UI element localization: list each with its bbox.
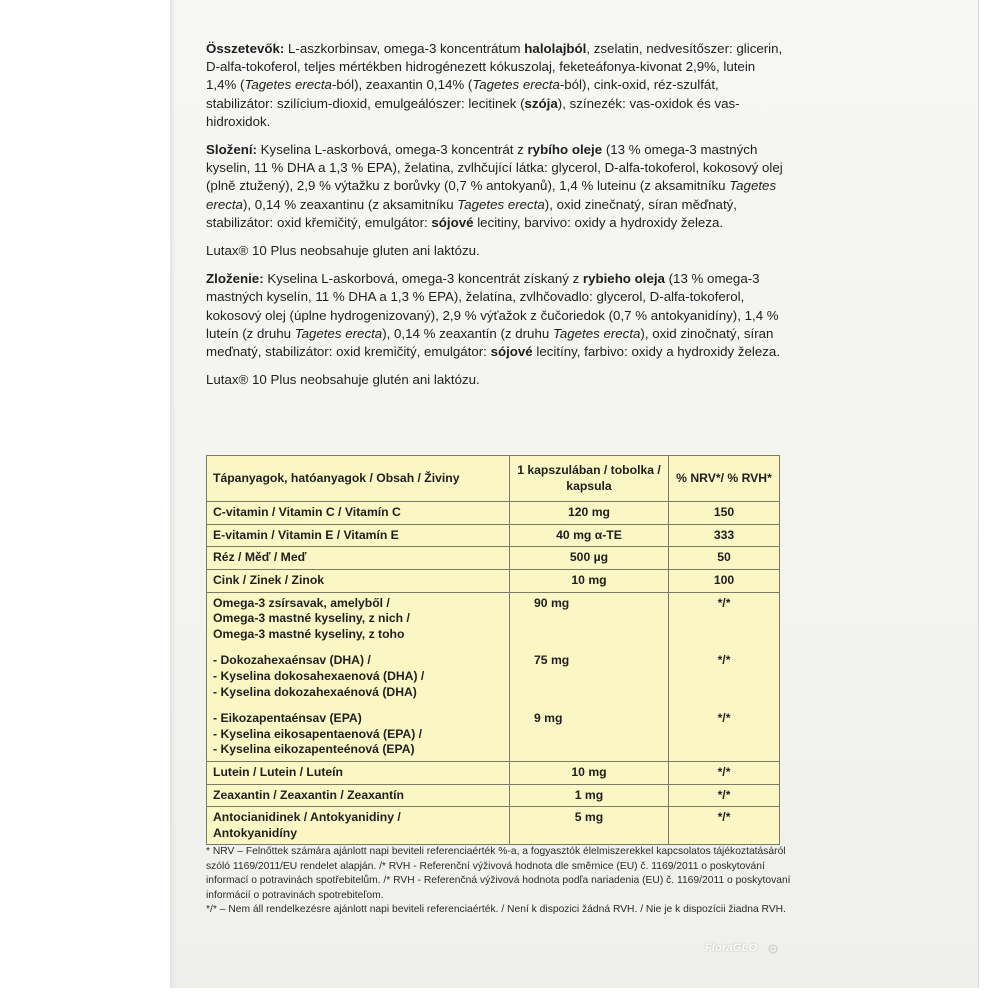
table-row-omega3 — [207, 592, 780, 761]
footnote-nrv: * NRV – Felnőttek számára ajánlott napi beviteli referenciaérték %-a, a fogyasztók élelmiszerekkel kapcsolatos tájékoztatásáról szóló 1169/2011/EU rendelet alapján. /* RVH - Referenční výživová hodnota dle směrnice (EU) č. 1169/2011 o poskytování informací o potravinách spotřebitelům. /* RVH - Referenčná výživová hodnota podľa nariadenia (EU) č. 1169/2011 o poskytovaní informácií o potravinách spotrebiteľom. — [206, 846, 791, 901]
nutrition-table — [206, 455, 780, 845]
nutrient-name: C-vitamin / Vitamin C / Vitamín C — [207, 502, 510, 525]
table-row — [207, 784, 780, 807]
flower-icon — [705, 938, 785, 964]
table-row — [207, 761, 780, 784]
table-row — [207, 524, 780, 547]
nutrient-name: Réz / Měď / Meď — [207, 547, 510, 570]
nutrient-amount: 500 µg — [510, 547, 669, 570]
ingredients-section — [206, 40, 786, 399]
gluten-note-cz: Lutax® 10 Plus neobsahuje gluten ani laktózu. — [206, 243, 480, 259]
ingredients-hu: Összetevők: L-aszkorbinsav, omega-3 koncentrátum halolajból, zselatin, nedvesítőszer: glicerin, D-alfa-tokoferol, teljes mértékben hidrogénezett kókuszolaj, feketeáfonya-kivonat 2,9%, lutein 1,4% (Tagetes erecta-ból), zeaxantin 0,14% (Tagetes erecta-ból), cink-oxid, réz-szulfát, stabilizátor: szilícium-dioxid, emulgeálószer: lecitinek (szója), színezék: vas-oxidok és vas-hidroxidok. — [206, 41, 783, 129]
nutrient-amount: 90 mg 75 mg 9 mg — [510, 592, 669, 761]
nutrient-nrv: 150 — [669, 502, 780, 525]
nutrient-nrv: */* — [669, 807, 780, 845]
table-row — [207, 502, 780, 525]
nutrient-amount: 10 mg — [510, 761, 669, 784]
floraglo-logo — [705, 938, 785, 964]
nutrient-name: Zeaxantin / Zeaxantin / Zeaxantín — [207, 784, 510, 807]
nutrient-nrv: */* — [669, 761, 780, 784]
footnote-no-reference: */* – Nem áll rendelkezésre ajánlott napi beviteli referenciaérték. / Není k dispozici žádná RVH. / Nie je k dispozícii žiadna RVH. — [206, 904, 786, 916]
nutrient-nrv: */* */* */* — [669, 592, 780, 761]
nutrient-name: Antocianidinek / Antokyanidiny / Antokyanidíny — [207, 807, 510, 845]
table-row — [207, 547, 780, 570]
nutrient-amount: 10 mg — [510, 569, 669, 592]
nutrient-nrv: 50 — [669, 547, 780, 570]
nutrient-nrv: 100 — [669, 569, 780, 592]
ingredients-sk: Zloženie: Kyselina L-askorbová, omega-3 koncentrát získaný z rybieho oleja (13 % omega-3 mastných kyselín, 11 % DHA a 1,3 % EPA), želatína, zvlhčovadlo: glycerol, D-alfa-tokoferol, kokosový olej (úplne hydrogenizovaný), 2,9 % výťažok z čučoriedok (0,7 % antokyanidíny), 1,4 % luteín (z druhu Tagetes erecta), 0,14 % zeaxantín (z druhu Tagetes erecta), oxid zinočnatý, síran meďnatý, stabilizátor: oxid kremičitý, emulgátor: sójové lecitíny, farbivo: oxidy a hydroxidy železa. — [206, 271, 781, 360]
table-row — [207, 807, 780, 845]
nutrient-name: Cink / Zinek / Zinok — [207, 569, 510, 592]
nutrient-name: Omega-3 zsírsavak, amelyből / Omega-3 mastné kyseliny, z nich / Omega-3 mastné kyseliny, z toho - Dokozahexaénsav (DHA) / - Kyselina dokosahexaenová (DHA) / - Kyselina dokozahexaénová (DHA) - Eikozapentaénsav (EPA) - Kyselina eikosapentaenová (EPA) / - Kyselina eikozapenteénová (EPA) — [207, 592, 510, 761]
footnote — [206, 845, 791, 918]
nutrient-nrv: 333 — [669, 524, 780, 547]
nutrient-amount: 120 mg — [510, 502, 669, 525]
ingredients-cz: Složení: Kyselina L-askorbová, omega-3 koncentrát z rybího oleje (13 % omega-3 mastných kyselin, 11 % DHA a 1,3 % EPA), želatina, zvlhčující látka: glycerol, D-alfa-tokoferol, kokosový olej (plně ztužený), 2,9 % výtažku z borůvky (0,7 % antokyanů), 1,4 % luteinu (z aksamitníku Tagetes erecta), 0,14 % zeaxantinu (z aksamitníku Tagetes erecta), oxid zinečnatý, síran měďnatý, stabilizátor: oxid křemičitý, emulgátor: sójové lecitiny, barvivo: oxidy a hydroxidy železa. — [206, 142, 783, 230]
gluten-note-sk: Lutax® 10 Plus neobsahuje glutén ani laktózu. — [206, 372, 480, 388]
nutrient-amount: 1 mg — [510, 784, 669, 807]
nutrient-nrv: */* — [669, 784, 780, 807]
nutrient-name: E-vitamin / Vitamin E / Vitamín E — [207, 524, 510, 547]
header-nrv: % NRV*/ % RVH* — [669, 456, 780, 502]
logo-text: FloraGLO — [705, 942, 758, 954]
nutrient-amount: 40 mg α-TE — [510, 524, 669, 547]
header-nutrient: Tápanyagok, hatóanyagok / Obsah / Živiny — [207, 456, 510, 502]
table-header-row — [207, 456, 780, 502]
header-amount: 1 kapszulában / tobolka / kapsula — [510, 456, 669, 502]
nutrient-amount: 5 mg — [510, 807, 669, 845]
nutrient-name: Lutein / Lutein / Luteín — [207, 761, 510, 784]
table-row — [207, 569, 780, 592]
